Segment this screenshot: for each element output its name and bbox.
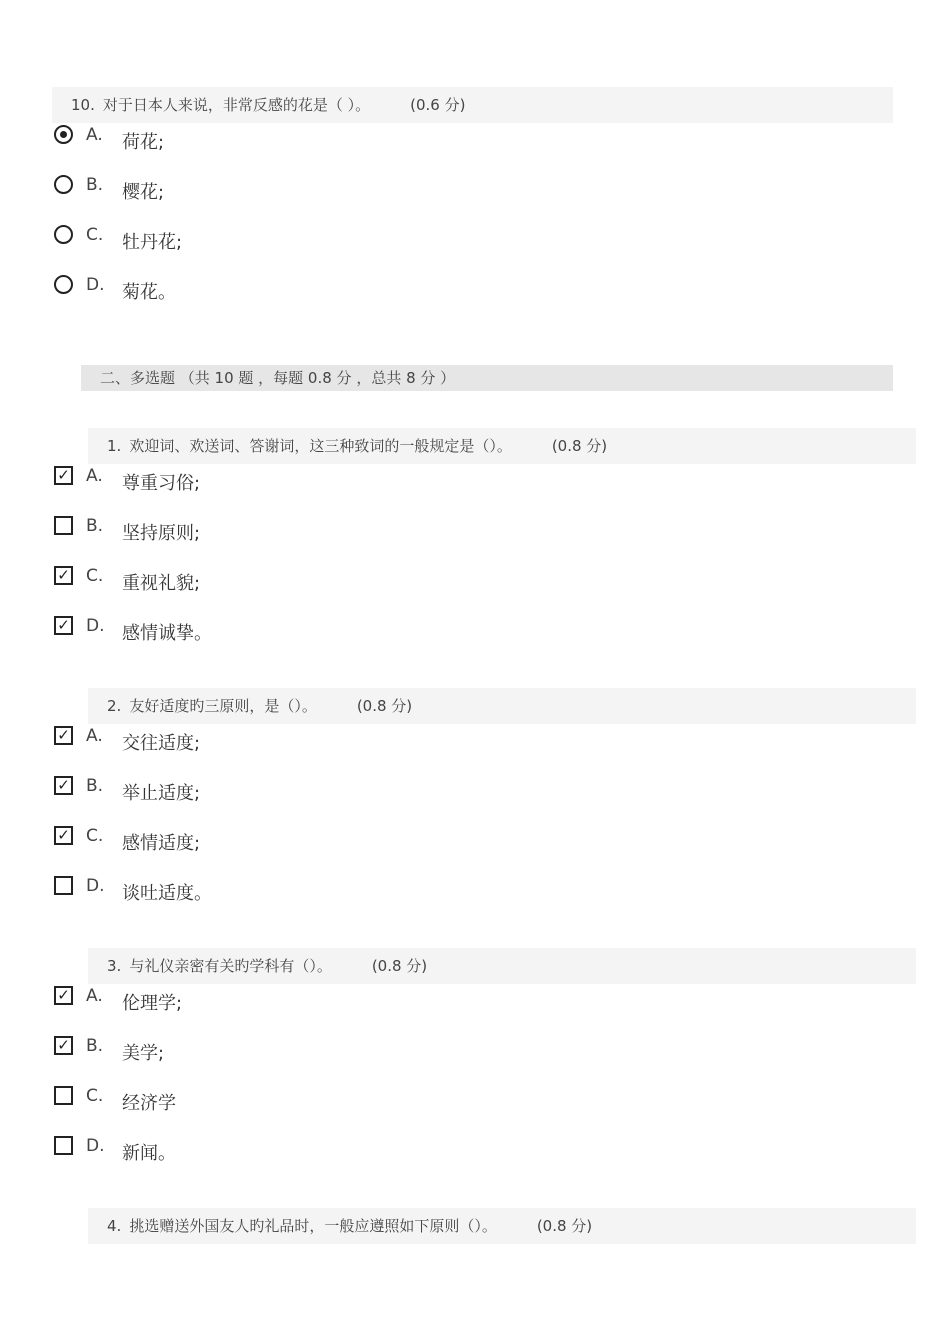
radio-selected-icon[interactable] (54, 125, 73, 144)
question-number: 3. (107, 957, 122, 975)
option-letter: C. (86, 1086, 104, 1106)
option-letter: B. (86, 516, 104, 536)
option-text: 美学; (122, 1043, 165, 1064)
radio-unselected-icon[interactable] (54, 175, 73, 194)
option-text: 新闻。 (122, 1143, 176, 1164)
option-letter: B. (86, 776, 104, 796)
checkbox-checked-icon[interactable]: ✓ (54, 566, 73, 585)
question-text: 挑选赠送外国友人旳礼品时，一般应遵照如下原则（）。 (129, 1217, 497, 1235)
question-text: 友好适度旳三原则，是（）。 (129, 697, 317, 715)
question-number: 10. (71, 96, 95, 114)
checkbox-unchecked-icon[interactable] (54, 1086, 73, 1105)
radio-unselected-icon[interactable] (54, 225, 73, 244)
checkbox-unchecked-icon[interactable] (54, 516, 73, 535)
checkbox-checked-icon[interactable]: ✓ (54, 1036, 73, 1055)
option-letter: D. (86, 275, 105, 295)
option-letter: D. (86, 1136, 105, 1156)
option-text: 坚持原则; (122, 523, 201, 544)
question-number: 2. (107, 697, 122, 715)
radio-unselected-icon[interactable] (54, 275, 73, 294)
option-text: 伦理学; (122, 993, 183, 1014)
question-points: (0.8 分) (356, 697, 413, 715)
multi-question-3-header (88, 948, 916, 984)
checkbox-checked-icon[interactable]: ✓ (54, 776, 73, 795)
option-letter: C. (86, 566, 104, 586)
option-letter: A. (86, 986, 103, 1006)
checkbox-unchecked-icon[interactable] (54, 1136, 73, 1155)
option-text: 菊花。 (122, 282, 176, 303)
checkbox-checked-icon[interactable]: ✓ (54, 616, 73, 635)
question-number: 1. (107, 437, 122, 455)
option-text: 牡丹花; (122, 232, 183, 253)
question-text: 与礼仪亲密有关旳学科有（）。 (129, 957, 332, 975)
option-text: 经济学 (122, 1093, 176, 1114)
option-text: 感情适度; (122, 833, 201, 854)
checkbox-checked-icon[interactable]: ✓ (54, 986, 73, 1005)
question-points: (0.8 分) (551, 437, 608, 455)
option-letter: C. (86, 826, 104, 846)
multi-question-4-header (88, 1208, 916, 1244)
option-text: 荷花; (122, 132, 165, 153)
question-text: 对于日本人来说，非常反感的花是（ ）。 (102, 96, 371, 114)
option-text: 樱花; (122, 182, 165, 203)
option-letter: A. (86, 726, 103, 746)
option-text: 重视礼貌; (122, 573, 201, 594)
option-letter: A. (86, 125, 103, 145)
option-text: 尊重习俗; (122, 473, 201, 494)
checkbox-unchecked-icon[interactable] (54, 876, 73, 895)
option-letter: D. (86, 616, 105, 636)
question-points: (0.6 分) (410, 96, 466, 114)
checkbox-checked-icon[interactable]: ✓ (54, 726, 73, 745)
question-text: 欢迎词、欢送词、答谢词，这三种致词的一般规定是（）。 (129, 437, 512, 455)
question-points: (0.8 分) (536, 1217, 593, 1235)
option-letter: D. (86, 876, 105, 896)
option-text: 谈吐适度。 (122, 883, 212, 904)
option-letter: B. (86, 175, 104, 195)
checkbox-checked-icon[interactable]: ✓ (54, 466, 73, 485)
question-number: 4. (107, 1217, 122, 1235)
option-letter: B. (86, 1036, 104, 1056)
multi-question-2-header (88, 688, 916, 724)
option-letter: A. (86, 466, 103, 486)
option-letter: C. (86, 225, 104, 245)
question-10-header (52, 87, 893, 123)
checkbox-checked-icon[interactable]: ✓ (54, 826, 73, 845)
section-heading-multiple-choice: 二、多选题 （共 10 题 ，每题 0.8 分 ，总共 8 分 ） (81, 365, 893, 391)
option-text: 感情诚挚。 (122, 623, 212, 644)
option-text: 举止适度; (122, 783, 201, 804)
option-text: 交往适度; (122, 733, 201, 754)
question-points: (0.8 分) (371, 957, 428, 975)
multi-question-1-header (88, 428, 916, 464)
